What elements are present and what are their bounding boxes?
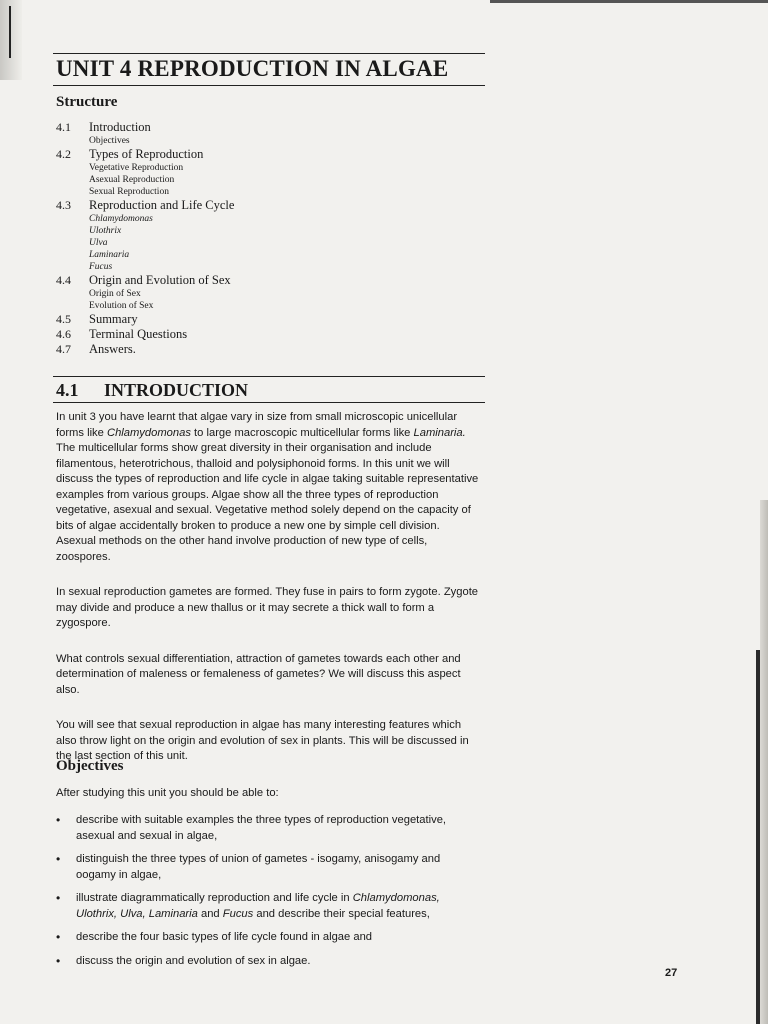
bullet-text: illustrate diagrammatically reproduction and life cycle in — [76, 892, 353, 904]
toc-entry — [56, 273, 456, 312]
toc-subentry: Asexual Reproduction — [89, 175, 175, 185]
section-title: INTRODUCTION — [104, 380, 249, 400]
intro-text: In unit 3 you have learnt that algae vary in size from small microscopic unicellular forms like — [56, 411, 458, 439]
toc-label: Terminal Questions — [89, 327, 188, 341]
intro-paragraph-4: You will see that sexual reproduction in algae has many interesting features which also throw light on the origin and evolution of sex in plants. This will be discussed in the last section of this unit. — [56, 719, 469, 762]
toc-number: 4.6 — [56, 327, 71, 341]
toc-entry — [56, 198, 456, 273]
toc-subentry: Chlamydomonas — [89, 214, 153, 224]
bullet-text: and — [197, 907, 223, 920]
structure-heading: Structure — [56, 94, 118, 110]
toc-number: 4.3 — [56, 198, 71, 212]
intro-italic-term: Laminaria. — [413, 426, 466, 439]
toc-number: 4.4 — [56, 273, 71, 287]
list-item: • describe with suitable examples the three types of reproduction vegetative, asexual and sexual in algae, — [56, 813, 481, 844]
toc-label: Introduction — [89, 120, 151, 134]
toc-subentry: Laminaria — [89, 250, 130, 260]
toc-number: 4.2 — [56, 147, 71, 161]
list-item — [56, 891, 481, 922]
intro-paragraph-2: In sexual reproduction gametes are formed. They fuse in pairs to form zygote. Zygote may divide and produce a new thallus or it may secrete a thick wall to form a zygospore. — [56, 586, 479, 629]
objectives-heading: Objectives — [56, 758, 124, 774]
toc-entry — [56, 342, 456, 357]
toc-number: 4.5 — [56, 312, 71, 326]
toc-subentry: Ulva — [89, 238, 108, 248]
unit-title: UNIT 4 REPRODUCTION IN ALGAE — [56, 56, 449, 81]
toc-label: Summary — [89, 312, 138, 326]
toc-entry — [56, 120, 456, 147]
title-rule-top — [53, 53, 485, 54]
list-item: • discuss the origin and evolution of sex in algae. — [56, 954, 481, 970]
intro-paragraph-1 — [56, 410, 481, 565]
scan-mark — [9, 6, 11, 58]
toc-subentry: Fucus — [89, 262, 113, 272]
toc-subentry: Objectives — [89, 136, 130, 146]
toc-entry — [56, 147, 456, 198]
intro-text: The multicellular forms show great diversity in their organisation and include filamentous, heterotrichous, thalloid and polysiphonoid forms. In this unit we will discuss the types of reproduction and life cycle in algae taking suitable representative examples from various groups. Algae show all the three types of reproduction vegetative, asexual and sexual. Vegetative method solely depend on the capacity of bits of algae accidentally broken to produce a new one by simple cell division. Asexual methods on the other hand involve production of new type of cells, zoospores. — [56, 442, 479, 563]
toc-label: Types of Reproduction — [89, 147, 204, 161]
toc-subentry: Origin of Sex — [89, 289, 141, 299]
list-item: • describe the four basic types of life cycle found in algae and — [56, 930, 481, 946]
bullet-italic-term: Fucus — [222, 907, 254, 920]
section-rule-bottom — [53, 402, 485, 403]
toc-entry — [56, 327, 456, 342]
objectives-intro: After studying this unit you should be able to: — [56, 787, 279, 799]
scan-edge-right — [760, 500, 768, 1024]
table-of-contents — [56, 120, 456, 357]
scan-edge-left — [0, 0, 22, 80]
page-number: 27 — [665, 967, 678, 979]
scan-edge-top — [490, 0, 768, 3]
bullet-text: and describe their special features, — [253, 907, 430, 920]
section-rule-top — [53, 376, 485, 377]
objectives-list — [56, 813, 481, 977]
toc-label: Answers. — [89, 342, 136, 356]
toc-number: 4.1 — [56, 120, 71, 134]
toc-label: Reproduction and Life Cycle — [89, 198, 235, 212]
toc-number: 4.7 — [56, 342, 71, 356]
toc-subentry: Ulothrix — [89, 226, 122, 236]
toc-label: Origin and Evolution of Sex — [89, 273, 231, 287]
bullet-italic-term: Chlamydomonas, Ulothrix, Ulva, Laminaria — [76, 892, 440, 920]
section-heading — [56, 380, 248, 401]
intro-paragraph-3: What controls sexual differentiation, attraction of gametes towards each other and determination of maleness or femaleness of gametes? We will discuss this aspect also. — [56, 652, 461, 696]
title-rule-bottom — [53, 85, 485, 86]
toc-subentry: Evolution of Sex — [89, 301, 154, 311]
section-number: 4.1 — [56, 380, 79, 400]
scan-binding-shadow — [756, 650, 760, 1024]
introduction-body — [56, 410, 481, 779]
intro-text: to large macroscopic multicellular forms like — [190, 426, 414, 439]
intro-italic-term: Chlamydomonas — [106, 426, 191, 439]
list-item: • distinguish the three types of union of gametes - isogamy, anisogamy and oogamy in algae, — [56, 852, 481, 883]
toc-entry — [56, 312, 456, 327]
toc-subentry: Sexual Reproduction — [89, 187, 169, 197]
toc-subentry: Vegetative Reproduction — [89, 163, 184, 173]
